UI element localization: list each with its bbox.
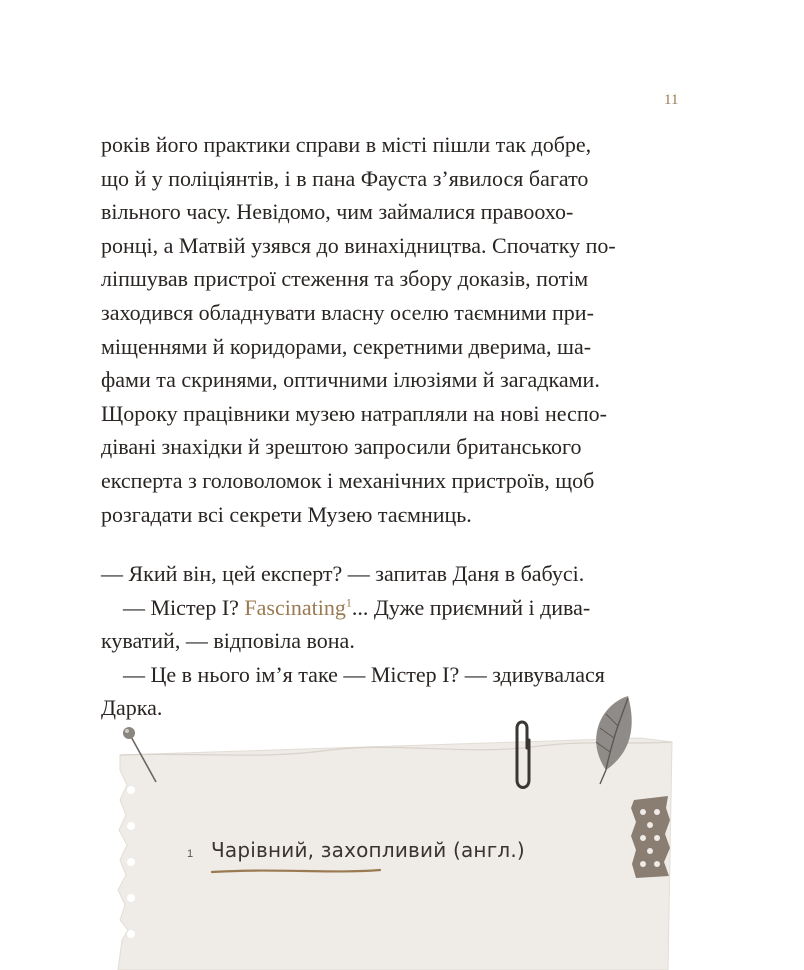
text-line: експерта з головоломок і механічних пристроїв, щоб bbox=[101, 467, 595, 493]
footnote-underline bbox=[212, 870, 380, 872]
dialog-text: — Містер І? bbox=[123, 594, 245, 620]
text-line: що й у поліціянтів, і в пана Фауста з’явилося багато bbox=[101, 165, 589, 191]
footnote-number: 1 bbox=[187, 848, 194, 860]
text-line: міщеннями й коридорами, секретними дверима, ша- bbox=[101, 333, 592, 359]
dialog-line: — Який він, цей експерт? — запитав Даня в бабусі. bbox=[101, 561, 585, 586]
text-line: вільного часу. Невідомо, чим займалися правоохо- bbox=[101, 199, 574, 225]
page-number: 11 bbox=[664, 92, 679, 108]
tape-icon bbox=[631, 796, 670, 878]
footnote-text: Чарівний, захопливий (англ.) bbox=[211, 838, 525, 862]
dialog-line: Дарка. bbox=[101, 695, 163, 721]
dialog-line: — Це в нього ім’я таке — Містер І? — здивувалася bbox=[123, 661, 605, 687]
text-line: заходився обладнувати власну оселю таємними при- bbox=[101, 299, 594, 325]
text-line: ліпшував пристрої стеження та збору доказів, потім bbox=[101, 266, 589, 292]
text-line: ронці, а Матвій узявся до винахідництва. Спочатку по- bbox=[101, 232, 616, 258]
text-line: Щороку працівники музею натрапляли на нові неспо- bbox=[101, 400, 607, 426]
text-line: розгадати всі секрети Музею таємниць. bbox=[101, 501, 472, 527]
dialog-text: ... Дуже приємний і дива- bbox=[351, 594, 591, 620]
text-line: фами та скринями, оптичними ілюзіями й загадками. bbox=[101, 367, 600, 393]
highlighted-word: Fascinating bbox=[244, 594, 346, 620]
footnote-ref: 1 bbox=[345, 595, 352, 610]
dialog-line: куватий, — відповіла вона. bbox=[101, 628, 355, 654]
text-line: дівані знахідки й зрештою запросили британського bbox=[101, 434, 582, 460]
text-line: років його практики справи в місті пішли так добре, bbox=[101, 132, 592, 157]
